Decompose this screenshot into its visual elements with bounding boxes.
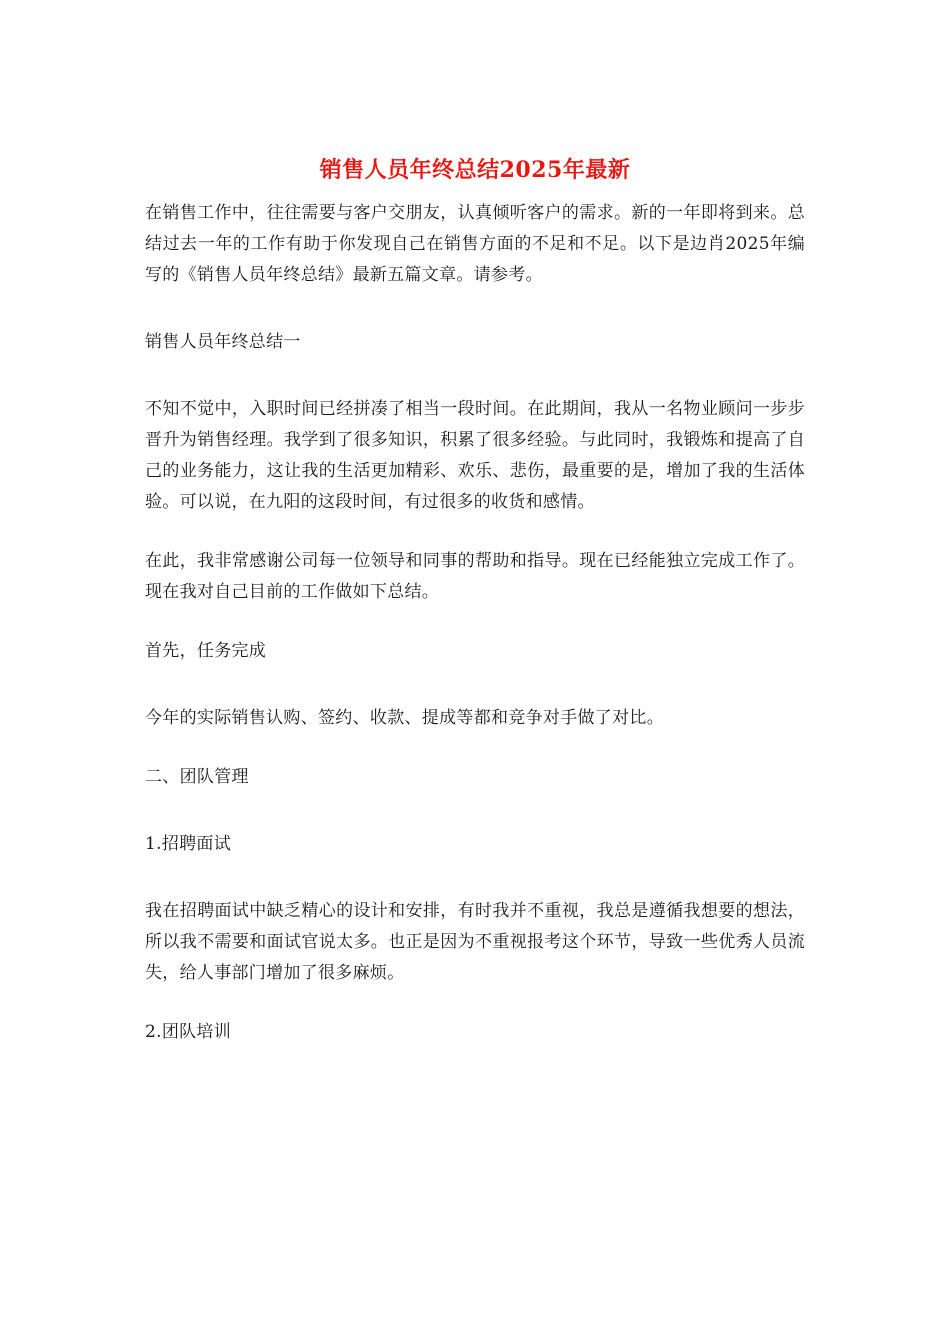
body-paragraph-4: 我在招聘面试中缺乏精心的设计和安排，有时我并不重视，我总是遵循我想要的想法，所以我不需要和面试官说太多。也正是因为不重视报考这个环节，导致一些优秀人员流失，给人事部门增加了很多麻烦。 [145, 901, 805, 983]
body-paragraph-2: 在此，我非常感谢公司每一位领导和同事的帮助和指导。现在已经能独立完成工作了。现在我对自己目前的工作做如下总结。 [145, 551, 805, 602]
document-title: 销售人员年终总结2025年最新 [319, 157, 631, 183]
intro-paragraph: 在销售工作中，往往需要与客户交朋友，认真倾听客户的需求。新的一年即将到来。总结过去一年的工作有助于你发现自己在销售方面的不足和不足。以下是边肖2025年编写的《销售人员年终总结》最新五篇文章。请参考。 [145, 203, 805, 285]
subheading-team-training: 2.团队培训 [145, 1022, 232, 1042]
subheading-team-management: 二、团队管理 [145, 767, 249, 787]
body-paragraph-1: 不知不觉中，入职时间已经拼凑了相当一段时间。在此期间，我从一名物业顾问一步步晋升为销售经理。我学到了很多知识，积累了很多经验。与此同时，我锻炼和提高了自己的业务能力，这让我的生活更加精彩、欢乐、悲伤，最重要的是，增加了我的生活体验。可以说，在九阳的这段时间，有过很多的收货和感情。 [145, 399, 805, 512]
section-heading-1: 销售人员年终总结一 [145, 332, 301, 352]
subheading-task-completion: 首先，任务完成 [145, 641, 267, 661]
subheading-recruitment: 1.招聘面试 [145, 834, 232, 854]
body-paragraph-3: 今年的实际销售认购、签约、收款、提成等都和竞争对手做了对比。 [145, 708, 664, 728]
document-body [145, 150, 805, 1084]
